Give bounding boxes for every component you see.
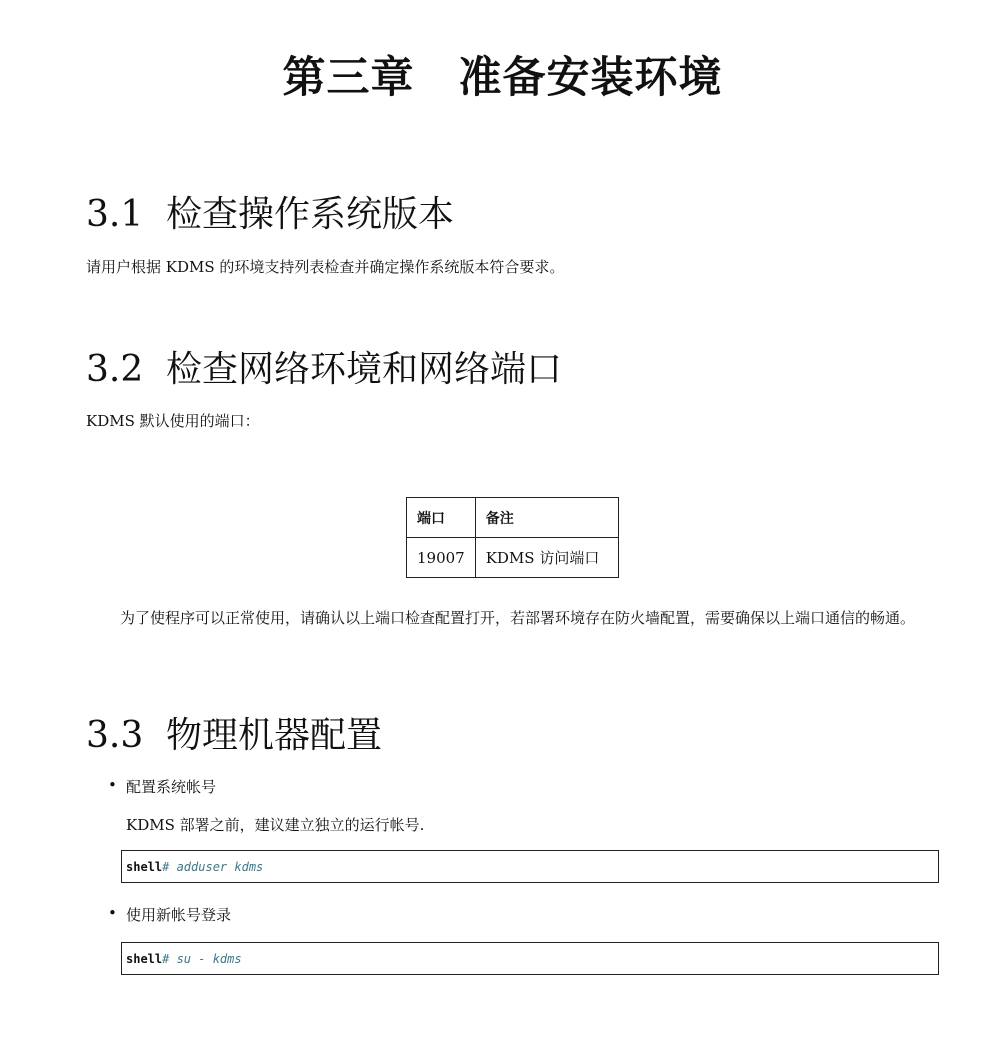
bullet-icon: • [108, 904, 117, 922]
shell-command: # adduser kdms [162, 859, 264, 874]
section-number: 3.2 [86, 349, 144, 390]
section-3-1-paragraph: 请用户根据 KDMS 的环境支持列表检查并确定操作系统版本符合要求。 [86, 258, 565, 276]
code-block [121, 850, 939, 883]
bullet-icon: • [108, 776, 117, 794]
section-title-text: 检查网络环境和网络端口 [166, 349, 563, 390]
section-number: 3.1 [86, 194, 144, 235]
table-cell: KDMS 访问端口 [475, 538, 618, 578]
section-3-2-note: 为了使程序可以正常使用，请确认以上端口检查配置打开，若部署环境存在防火墙配置，需要确保以上端口通信的畅通。 [120, 609, 916, 627]
table-row [407, 538, 619, 578]
list-item-description: KDMS 部署之前，建议建立独立的运行帐号. [126, 816, 425, 834]
list-item-text: 配置系统帐号 [126, 778, 217, 796]
list-item-text: 使用新帐号登录 [126, 906, 232, 924]
section-3-2-heading [86, 341, 562, 392]
section-title-text: 检查操作系统版本 [166, 194, 455, 235]
port-table [406, 497, 619, 578]
chapter-title: 第三章 准备安装环境 [282, 53, 723, 103]
shell-command: # su - kdms [162, 951, 242, 966]
table-header-cell: 备注 [475, 498, 618, 538]
list-item [108, 776, 216, 797]
section-number: 3.3 [86, 715, 144, 756]
section-3-2-intro: KDMS 默认使用的端口： [86, 412, 260, 430]
table-header-row [407, 498, 619, 538]
section-3-3-heading [86, 707, 382, 758]
table-header-cell: 端口 [407, 498, 476, 538]
table-cell: 19007 [407, 538, 476, 578]
list-item [108, 904, 231, 925]
section-3-1-heading [86, 186, 454, 237]
code-block [121, 942, 939, 975]
shell-prompt: shell [126, 859, 163, 874]
shell-prompt: shell [126, 951, 163, 966]
section-title-text: 物理机器配置 [166, 715, 383, 756]
